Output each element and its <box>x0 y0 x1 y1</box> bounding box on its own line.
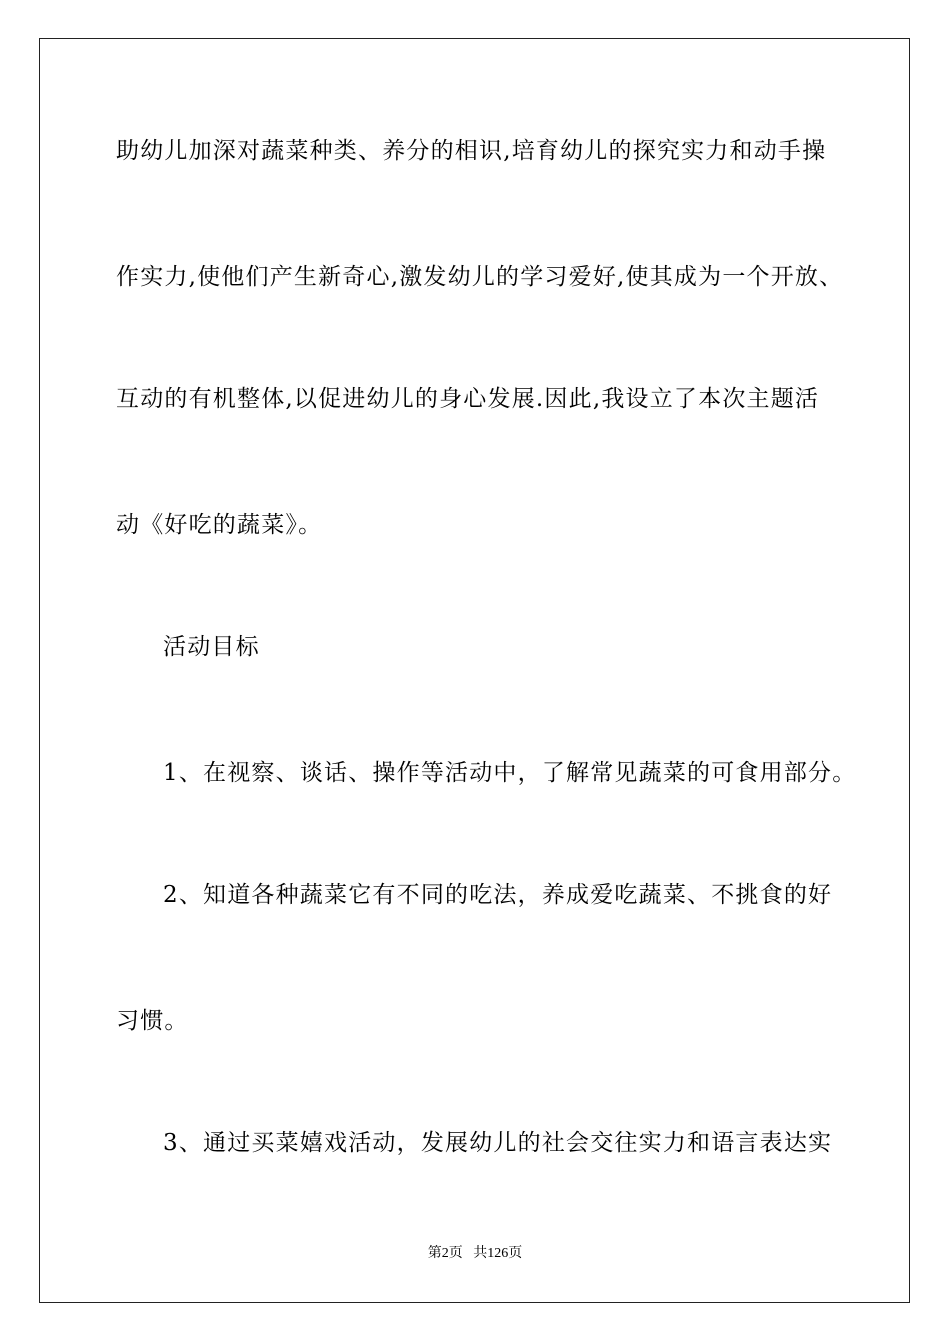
body-text-line-2: 作实力,使他们产生新奇心,激发幼儿的学习爱好,使其成为一个开放、 <box>116 264 844 290</box>
goal-item-2-continued: 习惯。 <box>116 1008 189 1034</box>
body-text-line-4: 动《好吃的蔬菜》。 <box>116 512 323 538</box>
section-heading: 活动目标 <box>163 634 260 660</box>
body-text-line-1: 助幼儿加深对蔬菜种类、养分的相识,培育幼儿的探究实力和动手操 <box>116 138 827 164</box>
body-text-line-3: 互动的有机整体,以促进幼儿的身心发展.因此,我设立了本次主题活 <box>116 386 820 412</box>
goal-item-1: 1、在视察、谈话、操作等活动中，了解常见蔬菜的可食用部分。 <box>163 760 857 786</box>
page-footer: 第2页 共126页 <box>427 1246 523 1261</box>
goal-item-3: 3、通过买菜嬉戏活动，发展幼儿的社会交往实力和语言表达实 <box>163 1130 833 1156</box>
page-border <box>39 38 910 1303</box>
goal-item-2: 2、知道各种蔬菜它有不同的吃法，养成爱吃蔬菜、不挑食的好 <box>163 882 833 908</box>
